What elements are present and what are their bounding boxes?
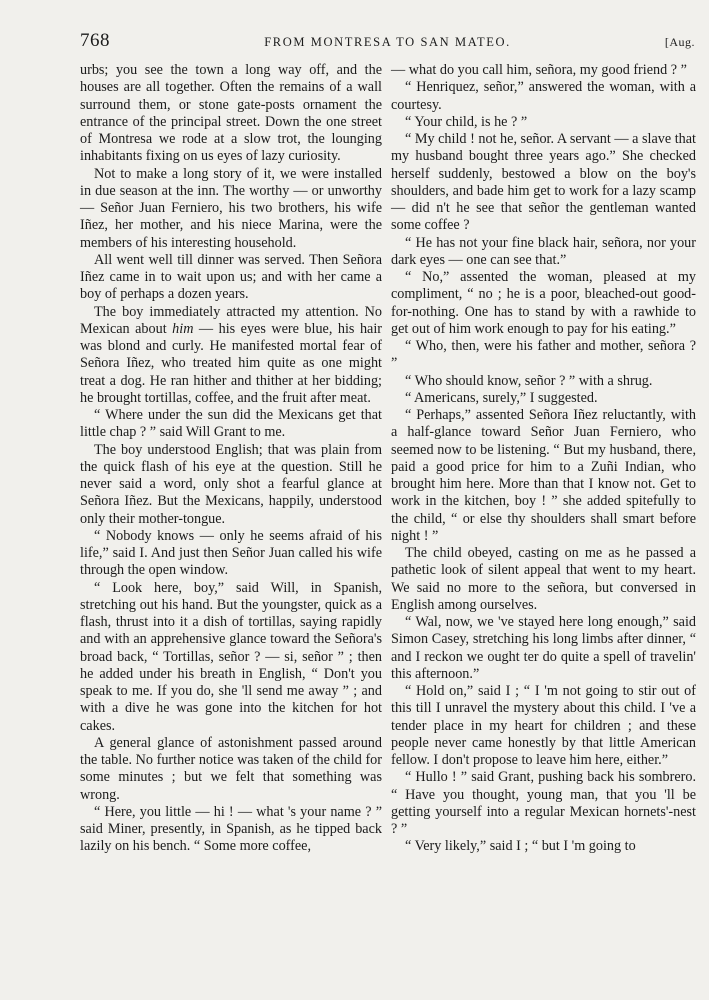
- month-marker: [Aug.: [664, 35, 695, 49]
- paragraph: “ Your child, is he ? ”: [405, 113, 528, 130]
- paragraph: The child obeyed, casting on me as he passed a pathetic look of silent appeal that went to my heart. We said no more to the señora, but conversed in English among ourselves.: [391, 545, 696, 613]
- paragraph: “ Nobody knows — only he seems afraid of his life,” said I. And just then Señor Juan called his wife through the open window.: [80, 527, 382, 579]
- right-column: [391, 62, 696, 856]
- paragraph: “ Where under the sun did the Mexicans get that little chap ? ” said Will Grant to me.: [80, 407, 382, 441]
- paragraph: “ Who should know, señor ? ” with a shrug.: [405, 372, 653, 389]
- paragraph: — what do you call him, señora, my good friend ? ”: [391, 62, 687, 78]
- paragraph: “ Look here, boy,” said Will, in Spanish, stretching out his hand. But the youngster, quick as a flash, thrust into it a dish of tortillas, saying rapidly and with an apprehensive glance toward the Señora's broad back, “ Tortillas, señor ? — si, señor ” ; then he added under his breath in English, “ Don't you speak to me. If you do, she 'll send me away ” ; and with a dive he was gone into the kitchen for hot cakes.: [80, 579, 382, 734]
- page-number: 768: [80, 30, 110, 51]
- emphasis: him: [172, 320, 194, 337]
- paragraph: urbs; you see the town a long way off, and the houses are all together. Often the remains of a wall surround them, or stone gate-posts ornament the entrance of the principal street. Down the one street of Montresa we rode at a slow trot, the lounging inhabitants fixing on us eyes of lazy curiosity.: [80, 62, 382, 165]
- running-head: FROM MONTRESA TO SAN MATEO.: [264, 35, 511, 49]
- paragraph: “ He has not your fine black hair, señora, nor your dark eyes — one can see that.”: [391, 234, 696, 268]
- paragraph: “ Here, you little — hi ! — what 's your name ? ” said Miner, presently, in Spanish, as he tipped back lazily on his bench. “ Some more coffee,: [80, 803, 382, 855]
- paragraph: “ Very likely,” said I ; “ but I 'm going to: [405, 838, 636, 855]
- paragraph: “ Perhaps,” assented Señora Iñez reluctantly, with a half-glance toward Señor Juan Ferniero, who seemed now to be listening. “ But my husband, there, paid a good price for him to a Zuñi Indian, who brought him here. More than that I know not. Get to work in the kitchen, boy ! ” she added spitefully to the child, “ or else thy shoulders shall smart before night ! ”: [391, 407, 696, 544]
- paragraph: Not to make a long story of it, we were installed in due season at the inn. The worthy — or unworthy — Señor Juan Ferniero, his two brothers, his wife Iñez, her mother, and his niece Marina, were the members of his interesting household.: [80, 165, 382, 251]
- paragraph: The boy immediately attracted my attention. No Mexican about him — his eyes were blue, his hair was blond and curly. He manifested mortal fear of Señora Iñez, who treated him quite as one might treat a dog. He ran hither and thither at her bidding; he brought tortillas, coffee, and the fruit after meat.: [80, 303, 383, 406]
- paragraph: “ My child ! not he, señor. A servant — a slave that my husband bought three years ago.” She checked herself suddenly, bestowed a blow on the boy's shoulders, and bade him get to work for a lazy scamp — did n't he see that señor the gentleman wanted some coffee ?: [391, 131, 696, 234]
- paragraph: “ Who, then, were his father and mother, señora ? ”: [391, 338, 696, 372]
- paragraph: “ No,” assented the woman, pleased at my compliment, “ no ; he is a poor, bleached-out good-for-nothing. One has to stand by with a rawhide to get out of him work enough to pay for his eating.”: [391, 269, 696, 337]
- paragraph: “ Hold on,” said I ; “ I 'm not going to stir out of this till I unravel the mystery about this child. I 've a tender place in my heart for children ; and these people never came honestly by that little American fellow. I don't propose to leave him here, either.”: [391, 683, 696, 768]
- page-header: [80, 30, 695, 54]
- paragraph: “ Hullo ! ” said Grant, pushing back his sombrero. “ Have you thought, young man, that you 'll be getting yourself into a regular Mexican hornets'-nest ? ”: [391, 769, 696, 837]
- paragraph: All went well till dinner was served. Then Señora Iñez came in to wait upon us; and with her came a boy of perhaps a dozen years.: [80, 251, 382, 303]
- paragraph: The boy understood English; that was plain from the quick flash of his eye at the question. Still he never said a word, only shot a fearful glance at Señora Iñez. But the Mexicans, happily, understood only their mother-tongue.: [80, 441, 382, 527]
- paragraph: “ Wal, now, we 've stayed here long enough,” said Simon Casey, stretching his long limbs after dinner, “ and I reckon we ought ter do quite a spell of travelin' this afternoon.”: [391, 614, 696, 682]
- paragraph: “ Americans, surely,” I suggested.: [405, 389, 598, 406]
- paragraph: A general glance of astonishment passed around the table. No further notice was taken of the child for some minutes ; but we felt that something was wrong.: [80, 734, 382, 803]
- paragraph: “ Henriquez, señor,” answered the woman, with a courtesy.: [391, 79, 696, 113]
- left-column: [80, 62, 382, 856]
